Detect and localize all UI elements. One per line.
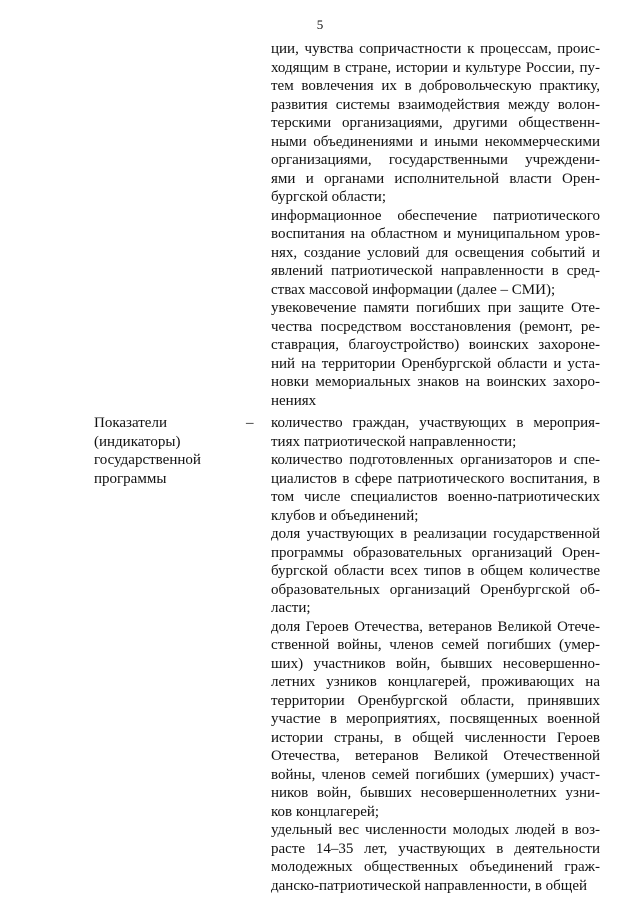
text-line: войны, членов семей погибших (умерших) участ-	[271, 766, 600, 783]
text-line: ников войн, бывших несовершеннолетних узни-	[271, 785, 600, 801]
text-line: расте 14–35 лет, участвующих в деятельности	[271, 840, 600, 857]
text-line: Отечества, ветеранов Великой Отечественной	[271, 748, 600, 764]
text-line: ласти;	[271, 600, 311, 616]
text-line: увековечение памяти погибших при защите Оте-	[271, 300, 600, 316]
text-line: воспитания на областном и муниципальном уров-	[271, 226, 600, 242]
text-line: клубов и объединений;	[271, 507, 419, 524]
text-line: явлений патриотической направленности в сред-	[271, 263, 600, 279]
text-line: нях, создание условий для освещения событий и	[271, 244, 600, 261]
text-line: количество подготовленных организаторов и спе-	[271, 452, 600, 468]
text-line: ставрация, благоустройство) воинских захороне-	[271, 337, 600, 353]
text-line: бургской области всех типов в общем количестве	[271, 563, 600, 579]
text-line: нениях	[271, 392, 317, 409]
text-line: циалистов в сфере патриотического воспитания, в	[271, 470, 600, 487]
indicators-label-line: программы	[94, 470, 167, 487]
text-line: ствах массовой информации (далее – СМИ);	[271, 281, 556, 298]
text-line: бургской области;	[271, 189, 386, 205]
text-line: образовательных организаций Оренбургской об-	[271, 581, 600, 598]
separator-dash: –	[246, 415, 254, 431]
text-line: молодежных общественных объединений граж-	[271, 859, 600, 875]
text-line: ний на территории Оренбургской области и уста-	[271, 355, 600, 372]
text-line: летних узников концлагерей, проживающих на	[271, 674, 600, 690]
indicators-label-line: государственной	[94, 452, 201, 468]
text-line: организациями, государственными учреждени-	[271, 152, 600, 168]
text-line: тем вовлечения их в добровольческую практику,	[271, 78, 600, 94]
text-line: доля Героев Отечества, ветеранов Великой Отече-	[271, 618, 600, 635]
indicators-label-line: (индикаторы)	[94, 433, 181, 450]
text-line: доля участвующих в реализации государственной	[271, 526, 600, 542]
indicators-label-line: Показатели	[94, 415, 167, 431]
goals-content	[271, 40, 600, 410]
text-line: программы образовательных организаций Орен-	[271, 544, 600, 561]
text-line: чества посредством восстановления (ремонт, ре-	[271, 318, 600, 335]
text-line: данско-патриотической направленности, в общей	[271, 877, 588, 894]
text-line: ших) участников войн, бывших несовершенно-	[271, 655, 600, 672]
text-line: том числе специалистов военно-патриотических	[271, 489, 600, 505]
page-number: 5	[316, 17, 324, 32]
text-line: ями и органами исполнительной власти Орен-	[271, 170, 600, 187]
text-line: удельный вес численности молодых людей в воз-	[271, 822, 600, 838]
text-line: количество граждан, участвующих в мероприя-	[271, 415, 600, 431]
text-line: новки мемориальных знаков на воинских захоро-	[271, 374, 600, 390]
text-line: ции, чувства сопричастности к процессам, проис-	[271, 41, 600, 57]
text-line: ственной войны, членов семей погибших (умер-	[271, 637, 600, 653]
text-line: тиях патриотической направленности;	[271, 433, 517, 450]
text-line: терскими организациями, другими общественн-	[271, 115, 600, 131]
text-line: ходящим в стране, истории и культуре России, пу-	[271, 59, 600, 76]
text-line: информационное обеспечение патриотического	[271, 207, 600, 224]
text-line: территории Оренбургской области, принявших	[271, 692, 600, 709]
indicators-content	[271, 414, 600, 895]
text-line: развития системы взаимодействия между волон-	[271, 96, 600, 113]
text-line: истории страны, в общей численности Героев	[271, 729, 600, 746]
indicators-label	[94, 414, 234, 488]
text-line: участие в мероприятиях, посвященных военной	[271, 711, 600, 727]
text-line: ными объединениями и иными некоммерческими	[271, 133, 600, 150]
text-line: ков концлагерей;	[271, 803, 380, 820]
